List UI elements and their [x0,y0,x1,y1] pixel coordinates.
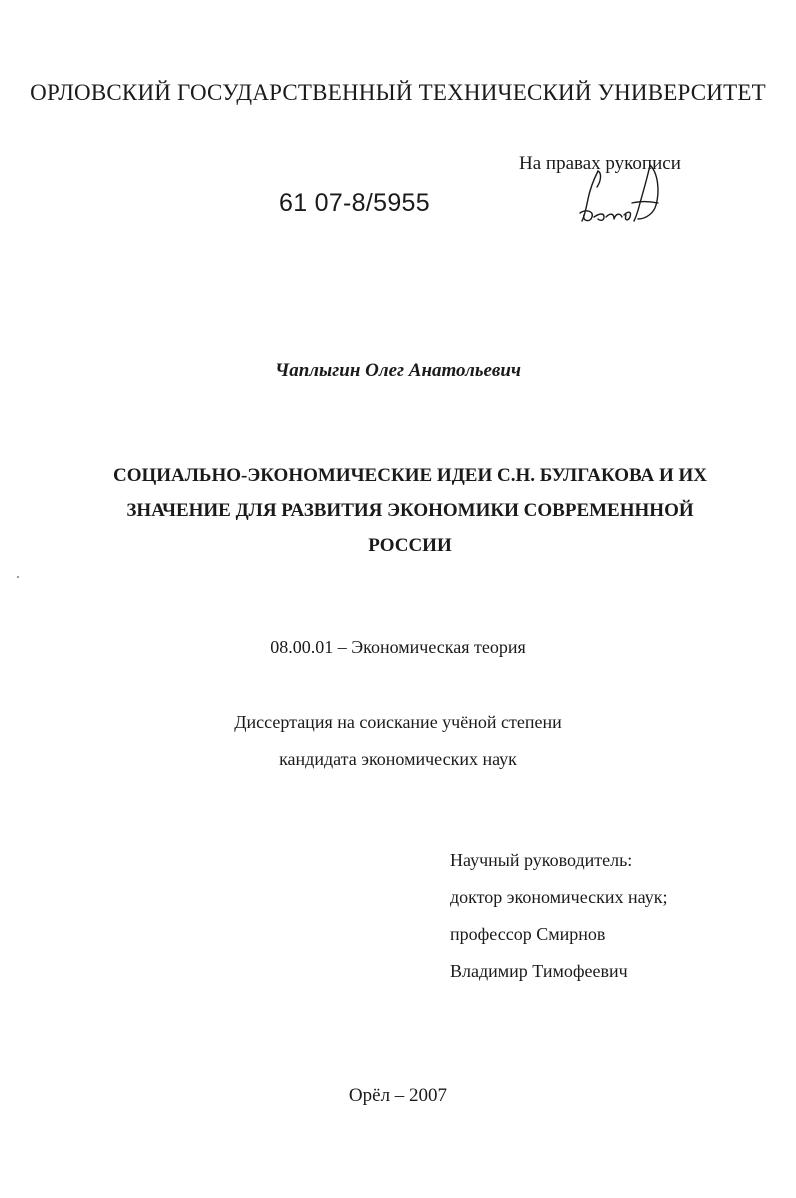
author-name: Чаплыгин Олег Анатольевич [275,360,521,381]
advisor-line: доктор экономических наук; [450,887,668,907]
title-line: РОССИИ [368,535,452,556]
scientific-advisor-block [450,842,667,990]
degree-line: Диссертация на соискание учёной степени [234,712,562,732]
advisor-line: Владимир Тимофеевич [450,961,628,981]
advisor-line: профессор Смирнов [450,924,606,944]
scan-artifact-dot [17,576,19,578]
dissertation-title [60,458,760,563]
specialty-code: 08.00.01 – Экономическая теория [270,637,526,657]
advisor-line: Научный руководитель: [450,850,633,870]
university-name: ОРЛОВСКИЙ ГОСУДАРСТВЕННЫЙ ТЕХНИЧЕСКИЙ УНИВЕРСИТЕТ [30,80,766,105]
degree-line: кандидата экономических наук [279,749,517,769]
place-and-year: Орёл – 2007 [348,1085,448,1106]
title-line: ЗНАЧЕНИЕ ДЛЯ РАЗВИТИЯ ЭКОНОМИКИ СОВРЕМЕНННОЙ [126,500,694,521]
title-line: СОЦИАЛЬНО-ЭКОНОМИЧЕСКИЕ ИДЕИ С.Н. БУЛГАКОВА И ИХ [112,465,708,486]
degree-statement [0,704,796,778]
manuscript-rights-note: На правах рукописи [519,153,681,174]
catalog-number-stamp: 61 07-8/5955 [279,189,430,217]
handwritten-signature [568,163,668,231]
